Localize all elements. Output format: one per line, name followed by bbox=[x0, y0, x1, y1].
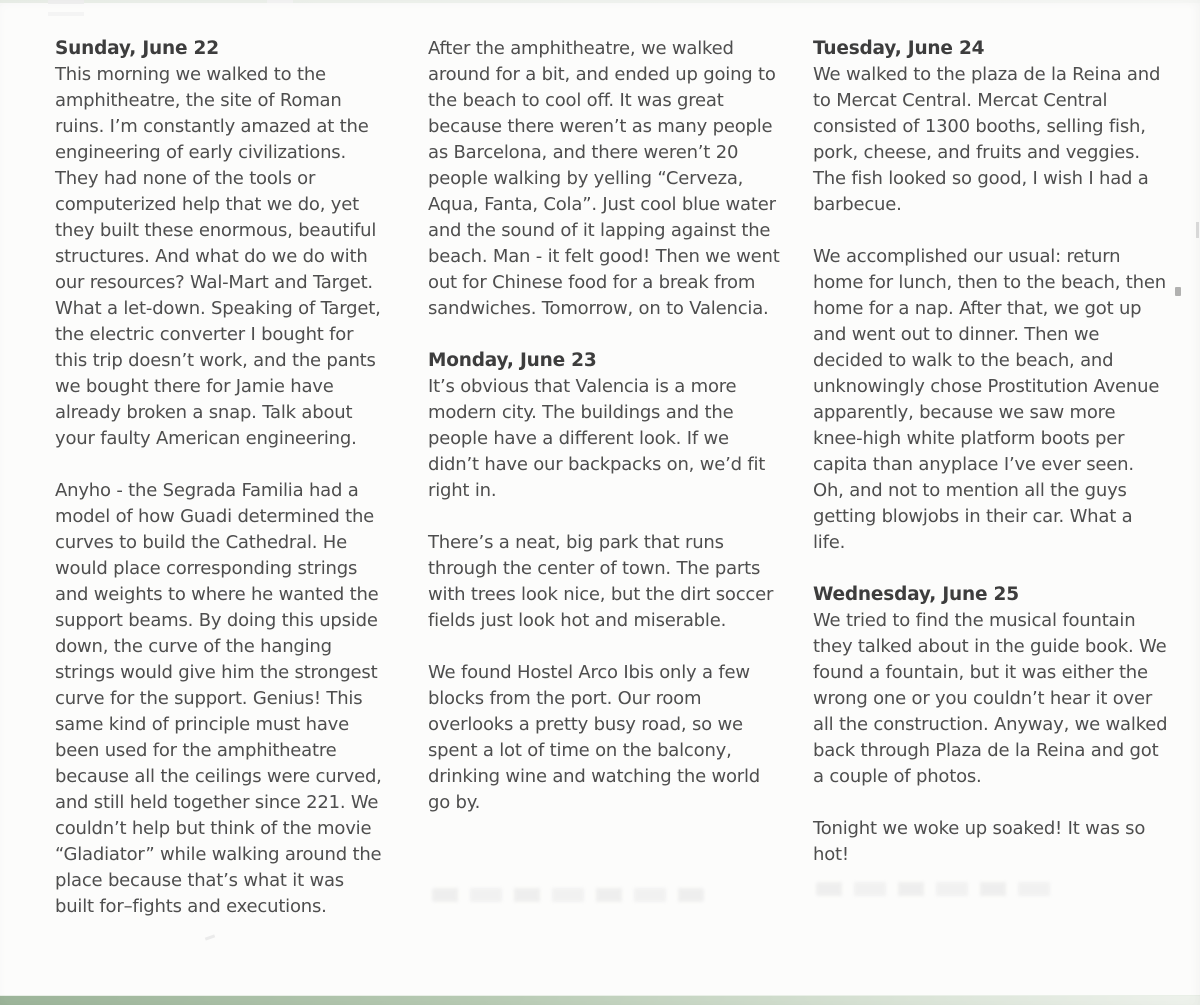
entry-heading-sunday: Sunday, June 22 bbox=[55, 38, 219, 59]
entry-paragraph: We found Hostel Arco Ibis only a few blocks from the port. Our room overlooks a pretty busy road, so we spent a lot of time on the balcony, drinking wine and watching the world go by. bbox=[428, 662, 761, 813]
entry-paragraph: There’s a neat, big park that runs through the center of town. The parts with trees look nice, but the dirt soccer fields just look hot and miserable. bbox=[428, 532, 774, 631]
scan-top-edge bbox=[0, 0, 1200, 3]
ink-bleed-through-artifact bbox=[432, 888, 704, 902]
entry-heading-tuesday: Tuesday, June 24 bbox=[813, 38, 985, 59]
entry-paragraph: We walked to the plaza de la Reina and to Mercat Central. Mercat Central consisted of 1300 booths, selling fish, pork, cheese, and fruits and veggies. The fish looked so good, I wish I had a barbecue. bbox=[813, 64, 1161, 215]
entry-heading-monday: Monday, June 23 bbox=[428, 350, 597, 371]
entry-paragraph: It’s obvious that Valencia is a more modern city. The buildings and the people have a different look. If we didn’t have our backpacks on, we’d fit right in. bbox=[428, 376, 766, 501]
journal-column-2 bbox=[428, 36, 784, 842]
scan-artifact-mark bbox=[1196, 222, 1199, 238]
journal-column-3 bbox=[813, 36, 1169, 894]
scan-artifact-mark bbox=[48, 12, 84, 16]
entry-paragraph: After the amphitheatre, we walked around for a bit, and ended up going to the beach to cool off. It was great because there weren’t as many people as Barcelona, and there weren’t 20 people walking by yelling “Cerveza, Aqua, Fanta, Cola”. Just cool blue water and the sound of it lapping against the beach. Man - it felt good! Then we went out for Chinese food for a break from sandwiches. Tomorrow, on to Valencia. bbox=[428, 38, 780, 319]
journal-column-1 bbox=[55, 36, 387, 946]
entry-paragraph: We accomplished our usual: return home for lunch, then to the beach, then home for a nap. After that, we got up and went out to dinner. Then we decided to walk to the beach, and unknowingly chose Prostitution Avenue apparently, because we saw more knee-high white platform boots per capita than anyplace I’ve ever seen. Oh, and not to mention all the guys getting blowjobs in their car. What a life. bbox=[813, 246, 1166, 553]
scan-bottom-edge bbox=[0, 995, 1200, 1005]
entry-heading-wednesday: Wednesday, June 25 bbox=[813, 584, 1019, 605]
entry-paragraph: Anyho - the Segrada Familia had a model of how Guadi determined the curves to build the Cathedral. He would place corresponding strings and weights to where he wanted the support beams. By doing this upside down, the curve of the hanging strings would give him the strongest curve for the support. Genius! This same kind of principle must have been used for the amphitheatre because all the ceilings were curved, and still held together since 221. We couldn’t help but think of the movie “Gladiator” while walking around the place because that’s what it was built for–fights and executions. bbox=[55, 480, 382, 917]
entry-paragraph: We tried to find the musical fountain they talked about in the guide book. We found a fountain, but it was either the wrong one or you couldn’t hear it over all the construction. Anyway, we walked back through Plaza de la Reina and got a couple of photos. bbox=[813, 610, 1168, 787]
entry-paragraph: Tonight we woke up soaked! It was so hot! bbox=[813, 818, 1146, 865]
scan-artifact-mark bbox=[1175, 287, 1181, 296]
ink-bleed-through-artifact bbox=[816, 882, 1054, 896]
entry-paragraph: This morning we walked to the amphitheatre, the site of Roman ruins. I’m constantly amazed at the engineering of early civilizations. They had none of the tools or computerized help that we do, yet they built these enormous, beautiful structures. And what do we do with our resources? Wal-Mart and Target. What a let-down. Speaking of Target, the electric converter I bought for this trip doesn’t work, and the pants we bought there for Jamie have already broken a snap. Talk about your faulty American engineering. bbox=[55, 64, 381, 449]
